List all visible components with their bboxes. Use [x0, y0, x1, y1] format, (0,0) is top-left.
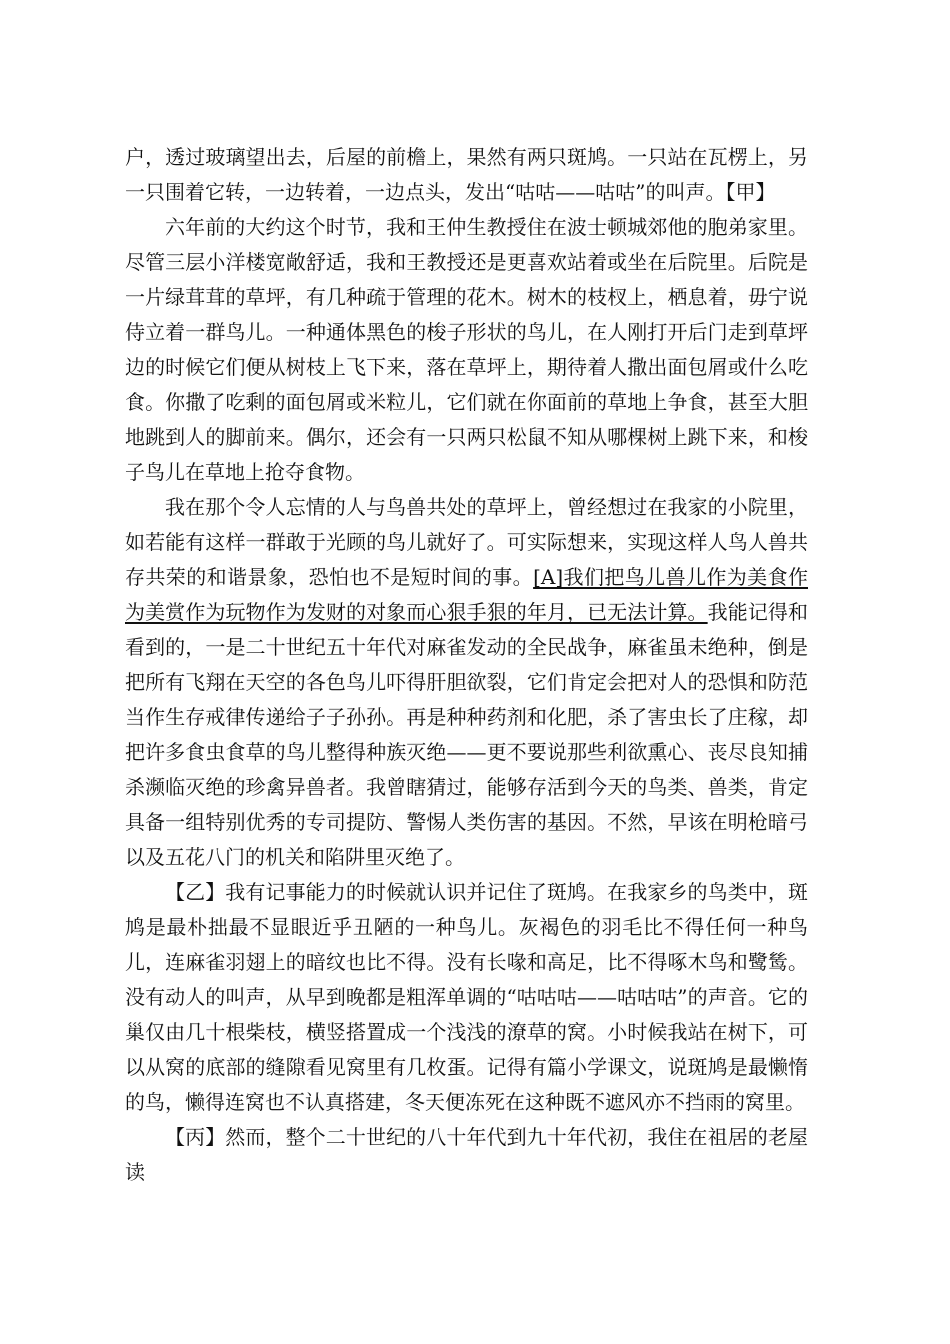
paragraph-coexistence-end: 我能记得和看到的，一是二十世纪五十年代对麻雀发动的全民战争，麻雀虽未绝种，倒是把所有飞翔在天空的各色鸟儿吓得肝胆欲裂，它们肯定会把对人的恐惧和防范当作生存戒律传递给子子孙孙。再是种种药剂和化肥，杀了害虫长了庄稼，却把许多食虫食草的鸟儿整得种族灭绝——更不要说那些利欲熏心、丧尽良知捕杀濒临灭绝的珍禽异兽者。我曾瞎猜过，能够存活到今天的鸟类、兽类，肯定具备一组特别优秀的专司提防、警惕人类伤害的基因。不然，早该在明枪暗弓以及五花八门的机关和陷阱里灭绝了。: [125, 600, 809, 869]
paragraph-boston-yard: 六年前的大约这个时节，我和王仲生教授住在波士顿城郊他的胞弟家里。尽管三层小洋楼宽敞舒适，我和王教授还是更喜欢站着或坐在后院里。后院是一片绿茸茸的草坪，有几种疏于管理的花木。树木的枝杈上，栖息着，毋宁说侍立着一群鸟儿。一种通体黑色的梭子形状的鸟儿，在人刚打开后门走到草坪边的时候它们便从树枝上飞下来，落在草坪上，期待着人撒出面包屑或什么吃食。你撒了吃剩的面包屑或米粒儿，它们就在你面前的草地上争食，甚至大胆地跳到人的脚前来。偶尔，还会有一只两只松鼠不知从哪棵树上跳下来，和梭子鸟儿在草地上抢夺食物。: [125, 215, 808, 484]
document-body: [125, 140, 808, 1190]
paragraph-coexistence: [125, 490, 808, 875]
paragraph-old-house: 【丙】然而，整个二十世纪的八十年代到九十年代初，我住在祖居的老屋读: [125, 1125, 808, 1184]
paragraph-coexistence-start: 我在那个令人忘情的人与鸟兽共处的草坪上，曾经想过在我家的小院里，如若能有这样一群敢于光顾的鸟儿就好了。可实际想来，实现这样人鸟人兽共存共荣的和谐景象，恐怕也不是短时间的事。: [125, 495, 808, 589]
paragraph-intro: 户，透过玻璃望出去，后屋的前檐上，果然有两只斑鸠。一只站在瓦楞上，另一只围着它转，一边转着，一边点头，发出“咕咕——咕咕”的叫声。【甲】: [125, 145, 808, 204]
underlined-sentence-a: [A]我们把鸟儿兽儿作为美食作为美赏作为玩物作为发财的对象而心狠手狠的年月，已无法计算。: [125, 565, 808, 624]
paragraph-turtledove-memory: 【乙】我有记事能力的时候就认识并记住了斑鸠。在我家乡的鸟类中，斑鸠是最朴拙最不显眼近乎丑陋的一种鸟儿。灰褐色的羽毛比不得任何一种鸟儿，连麻雀羽翅上的暗纹也比不得。没有长喙和高足，比不得啄木鸟和鹭鸶。没有动人的叫声，从早到晚都是粗浑单调的“咕咕咕——咕咕咕”的声音。它的巢仅由几十根柴枝，横竖搭置成一个浅浅的潦草的窝。小时候我站在树下，可以从窝的底部的缝隙看见窝里有几枚蛋。记得有篇小学课文，说斑鸠是最懒惰的鸟，懒得连窝也不认真搭建，冬天便冻死在这种既不遮风亦不挡雨的窝里。: [125, 880, 808, 1114]
